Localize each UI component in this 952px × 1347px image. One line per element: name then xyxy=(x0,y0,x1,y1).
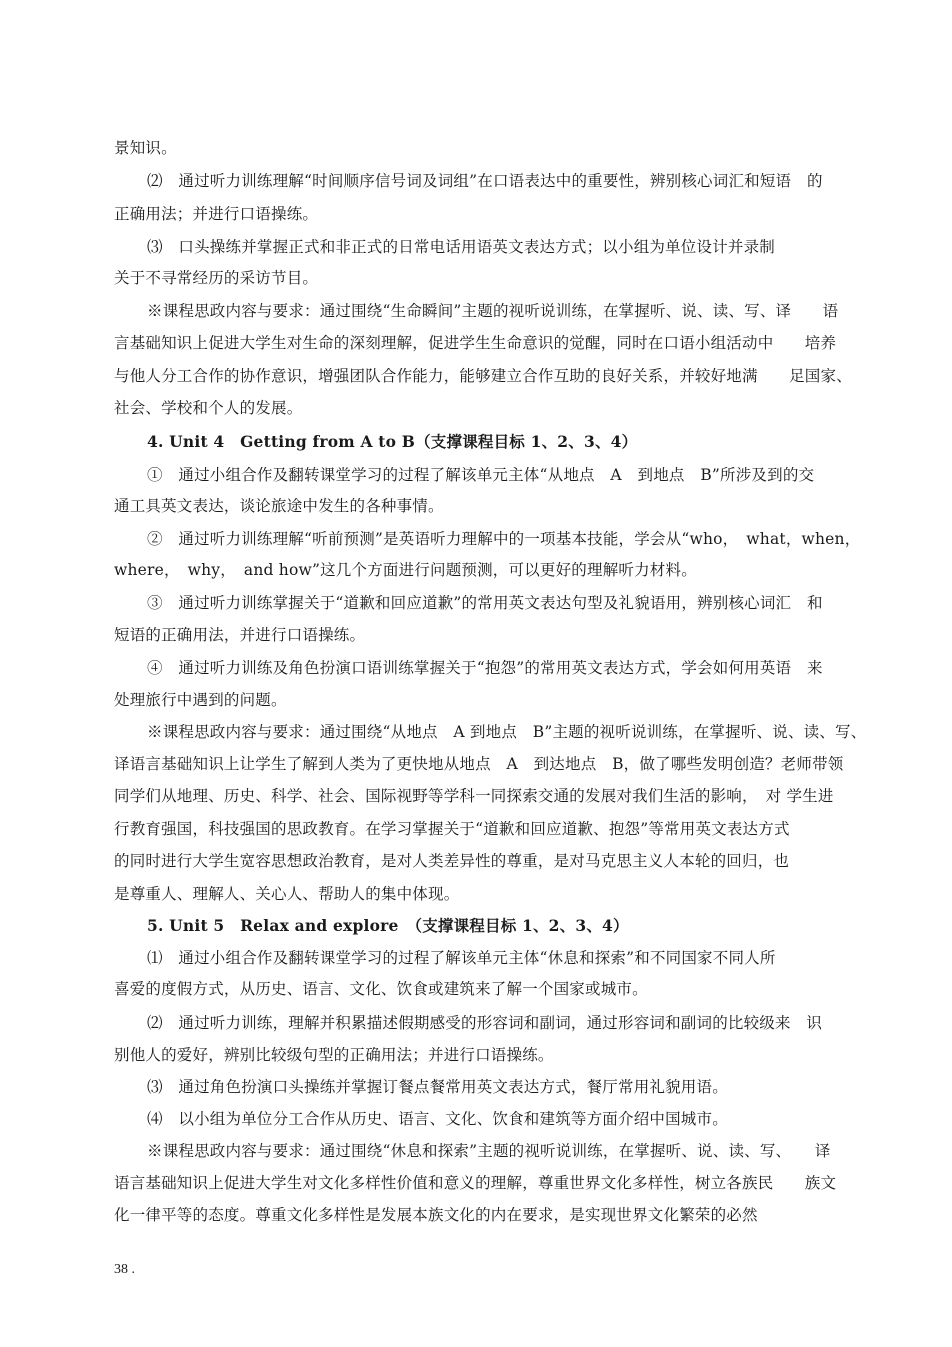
text-line: 语言基础知识上促进大学生对文化多样性价值和意义的理解，尊重世界文化多样性，树立各族民 族文 xyxy=(114,1174,837,1192)
list-item-3: ⑶ 通过角色扮演口头操练并掌握订餐点餐常用英文表达方式，餐厅常用礼貌用语。 xyxy=(147,1078,728,1096)
list-item-1: ⑴ 通过小组合作及翻转课堂学习的过程了解该单元主体“休息和探索”和不同国家不同人所 xyxy=(147,949,776,967)
text-line: 关于不寻常经历的采访节目。 xyxy=(114,269,319,287)
text-line: where， why， and how”这几个方面进行问题预测，可以更好的理解听力材料。 xyxy=(114,561,697,579)
page-number: 38 . xyxy=(114,1262,135,1277)
text-line: 喜爱的度假方式，从历史、语言、文化、饮食或建筑来了解一个国家或城市。 xyxy=(114,980,648,998)
list-item-2: ➁ 通过听力训练理解“听前预测”是英语听力理解中的一项基本技能，学会从“who， what，when， xyxy=(147,530,861,548)
ideology-paragraph: ※课程思政内容与要求：通过围绕“生命瞬间”主题的视听说训练，在掌握听、说、读、写、译 语 xyxy=(147,302,839,320)
text-line: 别他人的爱好，辨别比较级句型的正确用法；并进行口语操练。 xyxy=(114,1046,554,1064)
text-line: 处理旅行中遇到的问题。 xyxy=(114,691,287,709)
text-line: 言基础知识上促进大学生对生命的深刻理解，促进学生生命意识的觉醒，同时在口语小组活动中 培养 xyxy=(114,334,837,352)
text-line: 译语言基础知识上让学生了解到人类为了更快地从地点 A 到达地点 B，做了哪些发明创造？老师带领 xyxy=(114,755,844,773)
text-line: 行教育强国，科技强国的思政教育。在学习掌握关于“道歉和回应道歉、抱怨”等常用英文表达方式 xyxy=(114,820,790,838)
list-item-3: ➂ 通过听力训练掌握关于“道歉和回应道歉”的常用英文表达句型及礼貌语用，辨别核心词汇 和 xyxy=(147,594,823,612)
text-line: 景知识。 xyxy=(114,139,177,157)
ideology-paragraph: ※课程思政内容与要求：通过围绕“休息和探索”主题的视听说训练，在掌握听、说、读、写、 译 xyxy=(147,1142,831,1160)
text-line: 的同时进行大学生宽容思想政治教育，是对人类差异性的尊重，是对马克思主义人本轮的回归，也 xyxy=(114,852,790,870)
unit-5-heading: 5. Unit 5 Relax and explore （支撑课程目标 1、2、3、4） xyxy=(147,916,629,935)
list-item-3: ⑶ 口头操练并掌握正式和非正式的日常电话用语英文表达方式；以小组为单位设计并录制 xyxy=(147,238,776,256)
text-line: 社会、学校和个人的发展。 xyxy=(114,399,303,417)
unit-4-heading: 4. Unit 4 Getting from A to B（支撑课程目标 1、2、3、4） xyxy=(147,432,638,451)
text-line: 通工具英文表达，谈论旅途中发生的各种事情。 xyxy=(114,497,444,515)
ideology-paragraph: ※课程思政内容与要求：通过围绕“从地点 A 到地点 B”主题的视听说训练，在掌握听、说、读、写、 xyxy=(147,723,867,741)
list-item-2: ⑵ 通过听力训练理解“时间顺序信号词及词组”在口语表达中的重要性，辨别核心词汇和短语 的 xyxy=(147,172,823,190)
text-line: 与他人分工合作的协作意识，增强团队合作能力，能够建立合作互助的良好关系，并较好地满 足国家、 xyxy=(114,367,852,385)
list-item-2: ⑵ 通过听力训练，理解并积累描述假期感受的形容词和副词，通过形容词和副词的比较级来 识 xyxy=(147,1014,823,1032)
text-line: 是尊重人、理解人、关心人、帮助人的集中体现。 xyxy=(114,885,460,903)
list-item-4: ⑷ 以小组为单位分工合作从历史、语言、文化、饮食和建筑等方面介绍中国城市。 xyxy=(147,1110,728,1128)
text-line: 短语的正确用法，并进行口语操练。 xyxy=(114,626,366,644)
text-line: 化一律平等的态度。尊重文化多样性是发展本族文化的内在要求，是实现世界文化繁荣的必然 xyxy=(114,1206,758,1224)
text-line: 同学们从地理、历史、科学、社会、国际视野等学科一同探索交通的发展对我们生活的影响， 对 学生进 xyxy=(114,787,834,805)
list-item-4: ➃ 通过听力训练及角色扮演口语训练掌握关于“抱怨”的常用英文表达方式，学会如何用英语 来 xyxy=(147,659,823,677)
list-item-1: ➀ 通过小组合作及翻转课堂学习的过程了解该单元主体“从地点 A 到地点 B”所涉及到的交 xyxy=(147,466,815,484)
text-line: 正确用法；并进行口语操练。 xyxy=(114,205,319,223)
